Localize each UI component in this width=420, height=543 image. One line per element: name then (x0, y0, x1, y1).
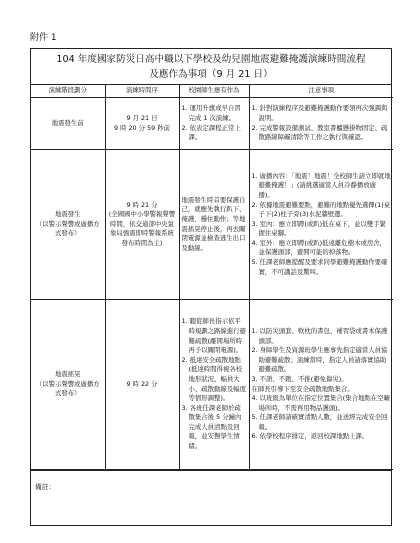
stage-cell (31, 98, 105, 150)
stage-text: 地震搖晃 (54, 370, 81, 379)
list-item: 5. 任課老師請確實清點人數，並送經完成安全回報。 (251, 413, 388, 431)
actions-cell (179, 300, 249, 470)
stage-text: （以警示聲響或廣播方式發布） (35, 379, 100, 398)
title-line-1: 104 年度國家防災日高中職以下學校及幼兒園地震避難掩護演練時間流程 (56, 54, 366, 65)
time-text: 9 時 20 分 59 秒前 (113, 123, 171, 132)
time-cell (105, 98, 179, 150)
list-item: 1. 以防災頭套、軟枕的書包、補習袋或書本保護頭部。 (251, 326, 388, 345)
stage-cell (31, 300, 105, 470)
table-row (31, 150, 393, 300)
annex-label: 附件 1 (30, 33, 57, 43)
list-item: 6. 依學校程序排定，返回校課地點上課。 (251, 432, 369, 441)
list-item: 3. 不語、不跑、不推(避免傷災)。 (251, 374, 348, 383)
notes-cell (249, 300, 393, 470)
stage-cell (31, 150, 105, 300)
actions-cell (179, 98, 249, 150)
list-item: 1. 聽從師長指示依平時規劃之路線進行避難疏散(離開場所時再予以關閉電源)。 (181, 317, 247, 355)
list-item: 1. 針對演練程序及避難掩護動作要領再次強調與說明。 (251, 104, 388, 122)
remarks-label: 備註： (35, 483, 56, 491)
schedule-table (31, 85, 393, 470)
time-text: 9 月 21 日 (126, 113, 158, 122)
table-row (31, 98, 393, 150)
list-item: 2. 依表定課程正常上課。 (181, 123, 241, 142)
header-actions: 校園師生應有作為 (179, 85, 249, 98)
notes-cell (249, 150, 393, 300)
form-table (30, 48, 392, 526)
list-item: 2. 完成警報設備測試、教室書櫃懸掛物固定、疏散路線障礙清除等工作之執行與確認。 (251, 123, 388, 142)
list-item: 1. 運用升旗或早自習完成 1 次演練。 (181, 104, 241, 122)
time-text: 9 時 22 分 (126, 379, 158, 388)
action-text: 地震發生時首要保護自己，就應先執行趴下、掩護、穩住動作；等地震搖晃停止後，再去關閉電源並檢查逃生出口及動線。 (181, 195, 246, 252)
list-item: 5. 任課老師應提醒及要求同學避難掩護動作要確實，不可講話及驚叫。 (251, 258, 388, 276)
header-row (31, 85, 393, 98)
list-item: 2. 抵達安全疏散地點(抵達時間得視各校地形狀況、幅員大小、疏散動線及幅度等情形調整)。 (181, 355, 247, 403)
list-item: 在師長引導下至安全疏散地點集合。 (251, 384, 354, 393)
table-row (31, 300, 393, 470)
title-line-2: 及應作為事項（9 月 21 日） (149, 69, 273, 80)
header-time: 演練時間序 (105, 85, 179, 98)
stage-text: 地震發生 (54, 210, 81, 219)
header-stage: 演練階段劃分 (31, 85, 105, 98)
stage-text: （以警示聲響或廣播方式發布） (35, 219, 100, 238)
notes-cell (249, 98, 393, 150)
list-item: 1. 廣播內容：「地震！地震！全校師生請立即就地避難掩護！」(請挑選適當人員冷靜播放廣播)。 (251, 171, 391, 199)
list-item: 3. 各班任課老師於疏散集合後 5 分鐘內完成人員清點及回報，並安撫學生情緒。 (181, 403, 242, 451)
document-title (31, 49, 391, 85)
time-cell (105, 150, 179, 300)
actions-cell (179, 150, 249, 300)
time-cell (105, 300, 179, 470)
remarks-section (31, 470, 391, 525)
list-item: 2. 依據地震避難要點，避難的地點優先選擇(1)桌子下(2)柱子旁(3)水泥牆壁邊。 (251, 200, 391, 219)
list-item: 4. 室外：應立即蹲(或趴)低遠離危樹木或房舍，並保護頭部，避開可能的掉落物。 (251, 238, 387, 257)
stage-text: 地震發生前 (51, 118, 84, 127)
time-text: (全國國中小學警報聲響時間，依交通部中央氣象局強震即時警報系統發布時間為主) (108, 210, 176, 247)
list-item: 4. 以班級為單位在指定位置集合(集合地點在空曠場所時，不需再用物品護頭)。 (251, 394, 390, 412)
time-text: 9 時 21 分 (126, 200, 158, 209)
list-item: 2. 身障學生及資源班學生應事先指定適當人員協助避難疏散；演練當時，指定人員請落實協助避難疏散。 (251, 346, 388, 374)
list-item: 3. 室內：應立即蹲(或趴)低在桌下，並以雙手緊握住桌腳。 (251, 219, 387, 238)
header-notes: 注意事項 (249, 85, 393, 98)
